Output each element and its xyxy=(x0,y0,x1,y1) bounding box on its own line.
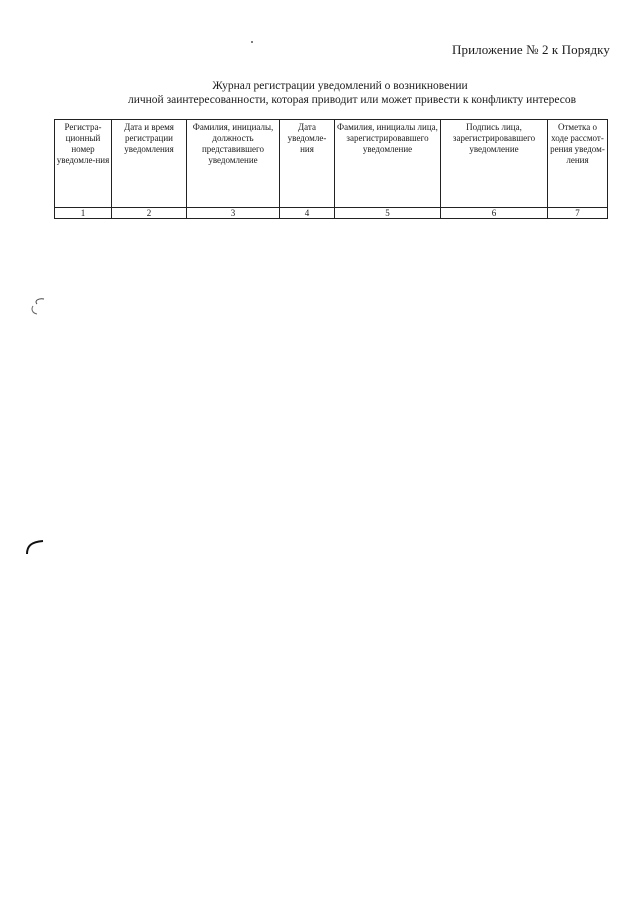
header-registrar-name: Фамилия, инициалы лица, зарегистрировавшего уведомление xyxy=(335,120,441,208)
journal-title-line-2: личной заинтересованности, которая приводит или может привести к конфликту интересов xyxy=(127,94,577,106)
column-number: 2 xyxy=(112,208,187,219)
column-number: 7 xyxy=(548,208,608,219)
journal-title-line-1: Журнал регистрации уведомлений о возникновении xyxy=(212,80,468,92)
scan-artifact-mark xyxy=(28,296,48,318)
journal-title xyxy=(40,79,630,107)
header-submitter-name-position: Фамилия, инициалы, должность представившего уведомление xyxy=(187,120,280,208)
column-number: 1 xyxy=(55,208,112,219)
column-number: 4 xyxy=(280,208,335,219)
table-header-row xyxy=(55,120,608,208)
header-review-progress: Отметка о ходе рассмот-рения уведом-ления xyxy=(548,120,608,208)
column-number: 6 xyxy=(441,208,548,219)
journal-table xyxy=(54,119,608,219)
column-number: 3 xyxy=(187,208,280,219)
header-notification-date: Дата уведомле-ния xyxy=(280,120,335,208)
table-number-row xyxy=(55,208,608,219)
header-registration-datetime: Дата и время регистрации уведомления xyxy=(112,120,187,208)
header-registrar-signature: Подпись лица, зарегистрировавшего уведомление xyxy=(441,120,548,208)
scan-artifact-mark xyxy=(24,536,46,556)
scan-speck xyxy=(250,40,254,44)
header-registration-number: Регистра-ционный номер уведомле-ния xyxy=(55,120,112,208)
column-number: 5 xyxy=(335,208,441,219)
appendix-label: Приложение № 2 к Порядку xyxy=(451,42,610,57)
